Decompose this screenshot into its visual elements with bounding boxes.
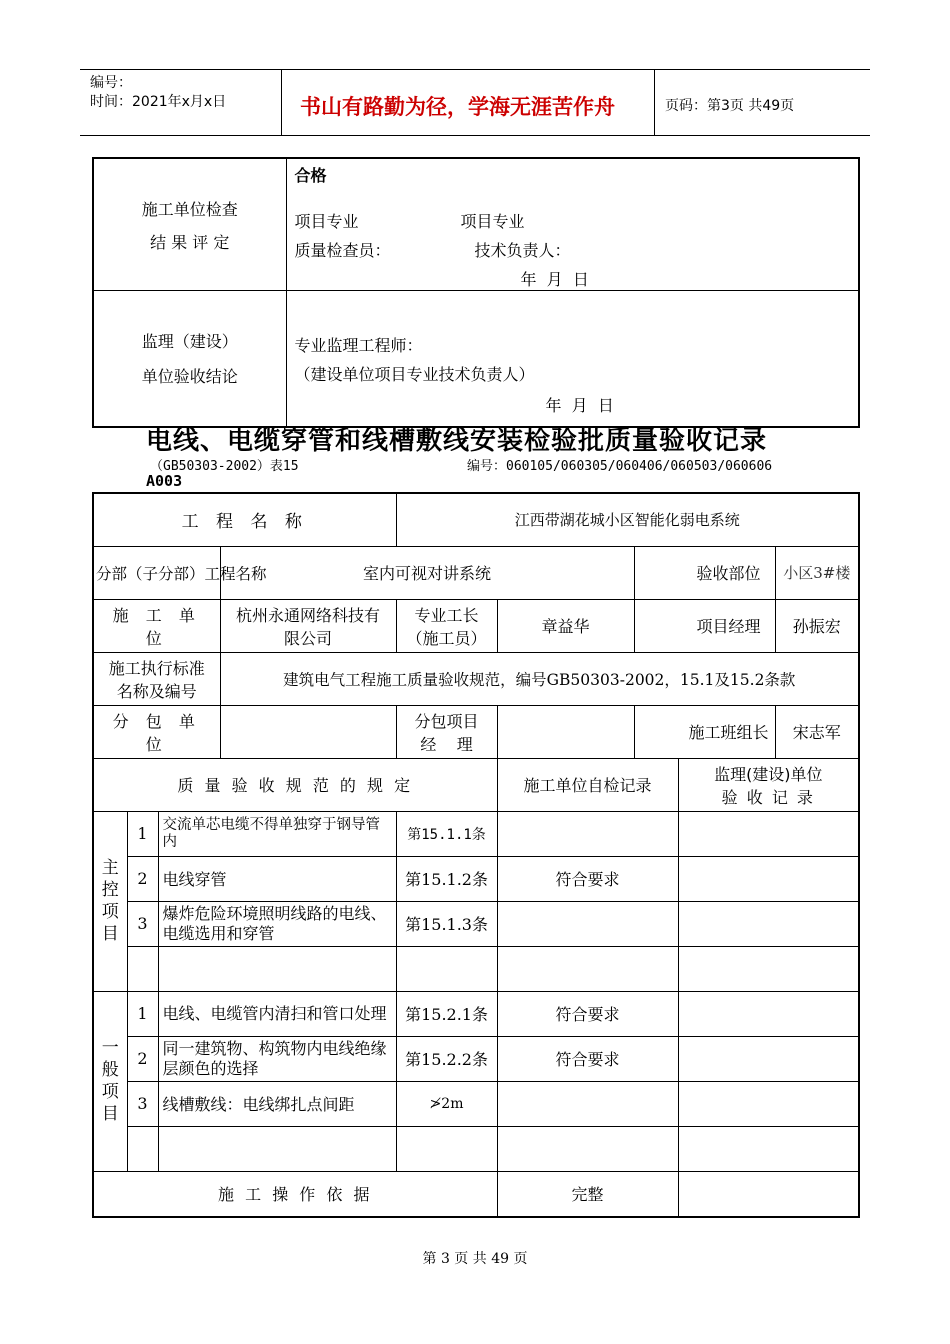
standard-label-line: 施工执行标准 <box>108 658 205 678</box>
item-clause: 第15.1.3条 <box>396 901 497 946</box>
general-item-empty-row <box>93 1126 859 1171</box>
item-text: 同一建筑物、构筑物内电线绝缘层颜色的选择 <box>158 1036 396 1081</box>
label-line: 监理（建设） <box>141 332 238 352</box>
item-text: 电线、电缆管内清扫和管口处理 <box>158 991 396 1036</box>
sub-project-row <box>93 546 859 599</box>
item-clause: 第15.2.1条 <box>396 991 497 1036</box>
main-item-row <box>93 856 859 901</box>
operation-basis-label: 施 工 操 作 依 据 <box>93 1171 497 1217</box>
main-item-row <box>93 811 859 856</box>
accept-part-label: 验收部位 <box>634 546 775 599</box>
item-text: 线槽敷线：电线绑扎点间距 <box>158 1081 396 1126</box>
header-top-line <box>80 69 870 70</box>
item-number: 2 <box>127 1036 158 1081</box>
item-self-check: 符合要求 <box>497 1036 678 1081</box>
item-supervisor-record <box>678 1036 859 1081</box>
label-line: 施工单位检查 <box>141 199 238 219</box>
sub-project-value: 室内可视对讲系统 <box>220 546 634 599</box>
group-char: 般 <box>101 1060 119 1080</box>
spec-header: 质 量 验 收 规 范 的 规 定 <box>93 758 497 811</box>
team-leader-value: 宋志军 <box>775 705 859 758</box>
contractor-label: 施 工 单 位 <box>93 599 220 652</box>
project-manager-label: 项目经理 <box>634 599 775 652</box>
supervisor-conclusion-row <box>93 291 859 427</box>
document-code: 编号：060105/060305/060406/060503/060606 <box>467 459 773 474</box>
execution-standard-row <box>93 652 859 705</box>
foreman-value: 章益华 <box>497 599 634 652</box>
item-number: 1 <box>127 991 158 1036</box>
empty-cell <box>158 946 396 991</box>
empty-cell <box>678 946 859 991</box>
header-divider <box>281 69 282 135</box>
label-line: 结 果 评 定 <box>150 232 230 252</box>
execution-standard-value: 建筑电气工程施工质量验收规范，编号GB50303-2002，15.1及15.2条款 <box>220 652 859 705</box>
main-item-row <box>93 901 859 946</box>
foreman-label-line: （施工员） <box>406 628 487 648</box>
sub-pm-value <box>497 705 634 758</box>
item-number: 3 <box>127 1081 158 1126</box>
item-self-check <box>497 1081 678 1126</box>
verdict-text: 合格 <box>294 166 327 185</box>
signature-label: 技术负责人： <box>474 241 571 260</box>
main-control-group-label <box>93 811 127 991</box>
supervisor-conclusion-content <box>286 291 859 427</box>
main-item-empty-row <box>93 946 859 991</box>
supervisor-conclusion-label <box>93 291 286 427</box>
supervisor-record-header <box>678 758 859 811</box>
contractor-name-line: 限公司 <box>284 628 333 648</box>
item-number: 1 <box>127 811 158 856</box>
label-line: 单位验收结论 <box>141 367 238 387</box>
item-text: 爆炸危险环境照明线路的电线、电缆选用和穿管 <box>158 901 396 946</box>
accept-part-value: 小区3#楼 <box>775 546 859 599</box>
general-item-row <box>93 991 859 1036</box>
subcontractor-row <box>93 705 859 758</box>
group-char: 目 <box>101 1104 119 1124</box>
self-check-header: 施工单位自检记录 <box>497 758 678 811</box>
project-name-label: 工 程 名 称 <box>93 493 396 546</box>
column-header-row <box>93 758 859 811</box>
header-divider <box>654 69 655 135</box>
contractor-value <box>220 599 396 652</box>
footer-page-number: 第 3 页 共 49 页 <box>422 1251 528 1267</box>
supervisor-header-line: 监理(建设)单位 <box>714 764 823 784</box>
empty-cell <box>158 1126 396 1171</box>
header-motto: 书山有路勤为径，学海无涯苦作舟 <box>300 94 615 119</box>
contractor-name-line: 杭州永通网络科技有 <box>236 605 381 625</box>
signature-label: 专业监理工程师： <box>294 336 423 355</box>
item-number: 3 <box>127 901 158 946</box>
group-char: 控 <box>101 880 119 900</box>
execution-standard-label <box>93 652 220 705</box>
date-line: 年 月 日 <box>545 396 614 415</box>
signature-line <box>295 238 855 261</box>
contractor-evaluation-row <box>93 158 859 291</box>
signature-label: 质量检查员： <box>294 241 391 260</box>
empty-cell <box>127 1126 158 1171</box>
empty-cell <box>497 1126 678 1171</box>
item-number: 2 <box>127 856 158 901</box>
team-leader-label: 施工班组长 <box>634 705 775 758</box>
sub-pm-label-line: 分包项目 <box>414 711 479 731</box>
general-item-row <box>93 1036 859 1081</box>
empty-cell <box>497 946 678 991</box>
project-manager-value: 孙振宏 <box>775 599 859 652</box>
subcontractor-label: 分 包 单 位 <box>93 705 220 758</box>
empty-cell <box>678 1126 859 1171</box>
item-supervisor-record <box>678 901 859 946</box>
standard-reference: （GB50303-2002）表15 <box>150 459 299 474</box>
general-item-row <box>93 1081 859 1126</box>
header-number-label: 编号： <box>90 75 132 91</box>
operation-basis-value: 完整 <box>497 1171 678 1217</box>
group-char: 项 <box>101 1082 119 1102</box>
header-bottom-line <box>80 135 870 136</box>
contractor-evaluation-label <box>93 158 286 291</box>
item-self-check: 符合要求 <box>497 991 678 1036</box>
standard-label-line: 名称及编号 <box>116 681 197 701</box>
operation-basis-row <box>93 1171 859 1217</box>
foreman-label-line: 专业工长 <box>414 605 479 625</box>
signature-label: 项目专业 <box>294 212 359 231</box>
header-page-info: 页码：第3页 共49页 <box>665 98 795 114</box>
date-line: 年 月 日 <box>520 270 589 289</box>
item-text: 电线穿管 <box>158 856 396 901</box>
signature-line <box>295 209 855 232</box>
item-supervisor-record <box>678 991 859 1036</box>
acceptance-record-table <box>92 492 860 1218</box>
item-text: 交流单芯电缆不得单独穿于钢导管内 <box>158 811 396 856</box>
signature-label: （建设单位项目专业技术负责人） <box>294 365 535 384</box>
signature-label: 项目专业 <box>460 212 525 231</box>
project-name-row <box>93 493 859 546</box>
empty-cell <box>127 946 158 991</box>
group-char: 一 <box>101 1038 119 1058</box>
group-char: 项 <box>101 902 119 922</box>
form-id: A003 <box>146 472 183 490</box>
group-char: 主 <box>101 858 119 878</box>
item-clause: 第15.1.1条 <box>396 811 497 856</box>
top-evaluation-table <box>92 157 860 428</box>
sub-project-label: 分部（子分部）工程名称 <box>93 546 220 599</box>
item-supervisor-record <box>678 811 859 856</box>
empty-cell <box>396 946 497 991</box>
foreman-label <box>396 599 497 652</box>
header-time-label: 时间：2021年x月x日 <box>90 94 227 110</box>
item-supervisor-record <box>678 1081 859 1126</box>
item-self-check <box>497 811 678 856</box>
supervisor-header-line: 验 收 记 录 <box>721 787 815 807</box>
document-title: 电线、电缆穿管和线槽敷线安装检验批质量验收记录 <box>146 426 768 456</box>
subcontractor-value <box>220 705 396 758</box>
contractor-evaluation-content <box>286 158 859 291</box>
sub-pm-label <box>396 705 497 758</box>
item-supervisor-record <box>678 856 859 901</box>
item-clause: 第15.1.2条 <box>396 856 497 901</box>
general-group-label <box>93 991 127 1171</box>
item-clause: ≯2m <box>396 1081 497 1126</box>
operation-basis-supervisor <box>678 1171 859 1217</box>
contractor-row <box>93 599 859 652</box>
group-char: 目 <box>101 924 119 944</box>
item-self-check: 符合要求 <box>497 856 678 901</box>
item-self-check <box>497 901 678 946</box>
sub-pm-label-line: 经 理 <box>420 734 473 754</box>
empty-cell <box>396 1126 497 1171</box>
item-clause: 第15.2.2条 <box>396 1036 497 1081</box>
project-name-value: 江西带湖花城小区智能化弱电系统 <box>396 493 859 546</box>
